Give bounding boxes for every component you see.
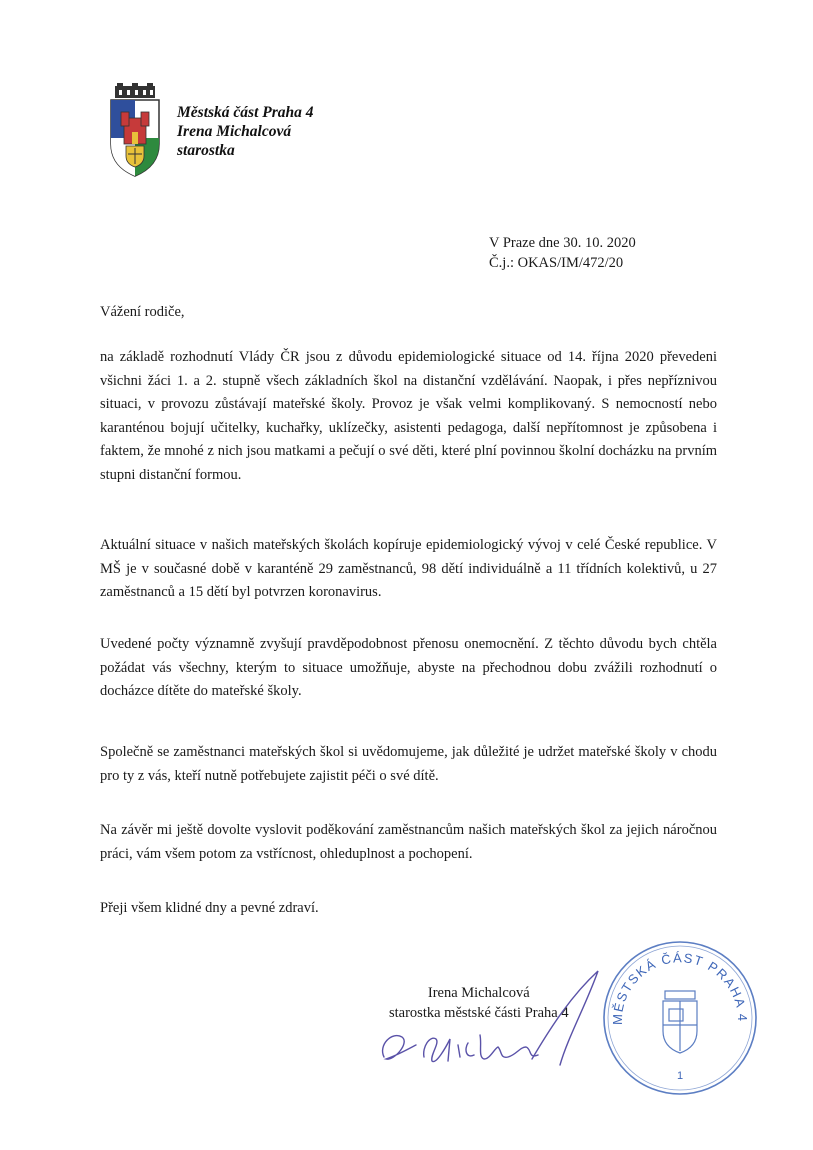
letterhead-org: Městská část Praha 4: [177, 104, 314, 121]
letterhead-name: Irena Michalcová: [177, 123, 292, 140]
salutation: Vážení rodiče,: [100, 304, 185, 320]
letter-date: V Praze dne 30. 10. 2020: [489, 235, 636, 251]
signature-block: [389, 983, 569, 1023]
coat-of-arms-logo: [107, 82, 163, 178]
stamp-number: 1: [676, 1070, 684, 1082]
paragraph-4: Společně se zaměstnanci mateřských škol si uvědomujeme, jak důležité je udržet mateřské školy v chodu pro ty z vás, kteří nutně potřebujete zajistit péči o své dítě.: [100, 744, 717, 784]
date-reference-block: [489, 233, 636, 273]
reference-number: Č.j.: OKAS/IM/472/20: [489, 255, 624, 271]
paragraph-5: Na závěr mi ještě dovolte vyslovit poděkování zaměstnancům našich mateřských škol za jejich náročnou práci, vám všem potom za vstřícnost, ohleduplnost a pochopení.: [100, 822, 717, 862]
stamp-text: MĚSTSKÁ ČÁST PRAHA 4: [609, 950, 751, 1026]
paragraph-2: Aktuální situace v našich mateřských školách kopíruje epidemiologický vývoj v celé České republice. V MŠ je v současné době v karanténě 29 zaměstnanců, 98 dětí individuálně a 11 třídních kolektivů, u 27 zaměstnanců a 15 dětí byl potvrzen koronavirus.: [100, 537, 717, 600]
signatory-title: starostka městské části Praha 4: [389, 1005, 569, 1021]
stamp-crest-icon: [663, 991, 697, 1053]
paragraph-6: Přeji všem klidné dny a pevné zdraví.: [100, 900, 319, 916]
signatory-name: Irena Michalcová: [427, 985, 530, 1001]
paragraph-1: na základě rozhodnutí Vlády ČR jsou z důvodu epidemiologické situace od 14. října 2020 převedeni všichni žáci 1. a 2. stupně všech základních škol na distanční vzdělávání. Naopak, i přes nepříznivou situaci, v provozu zůstávají mateřské školy. Provoz je však velmi komplikovaný. S nemocností nebo karanténou bojují učitelky, kuchařky, uklízečky, asistenti pedagoga, další nepřítomnost je způsobena i faktem, že mnohé z nich jsou matkami a pečují o své děti, které plní povinnou školní docházku na prvním stupni distanční formou.: [100, 349, 717, 483]
paragraph-3: Uvedené počty významně zvyšují pravděpodobnost přenosu onemocnění. Z těchto důvodu bych chtěla požádat vás všechny, kterým to situace umožňuje, abyste na přechodnou dobu zvážili rozhodnutí o docházce dítěte do mateřské školy.: [100, 636, 717, 699]
letterhead-role: starostka: [177, 142, 235, 159]
official-stamp: [601, 939, 759, 1097]
letterhead: [177, 103, 314, 160]
